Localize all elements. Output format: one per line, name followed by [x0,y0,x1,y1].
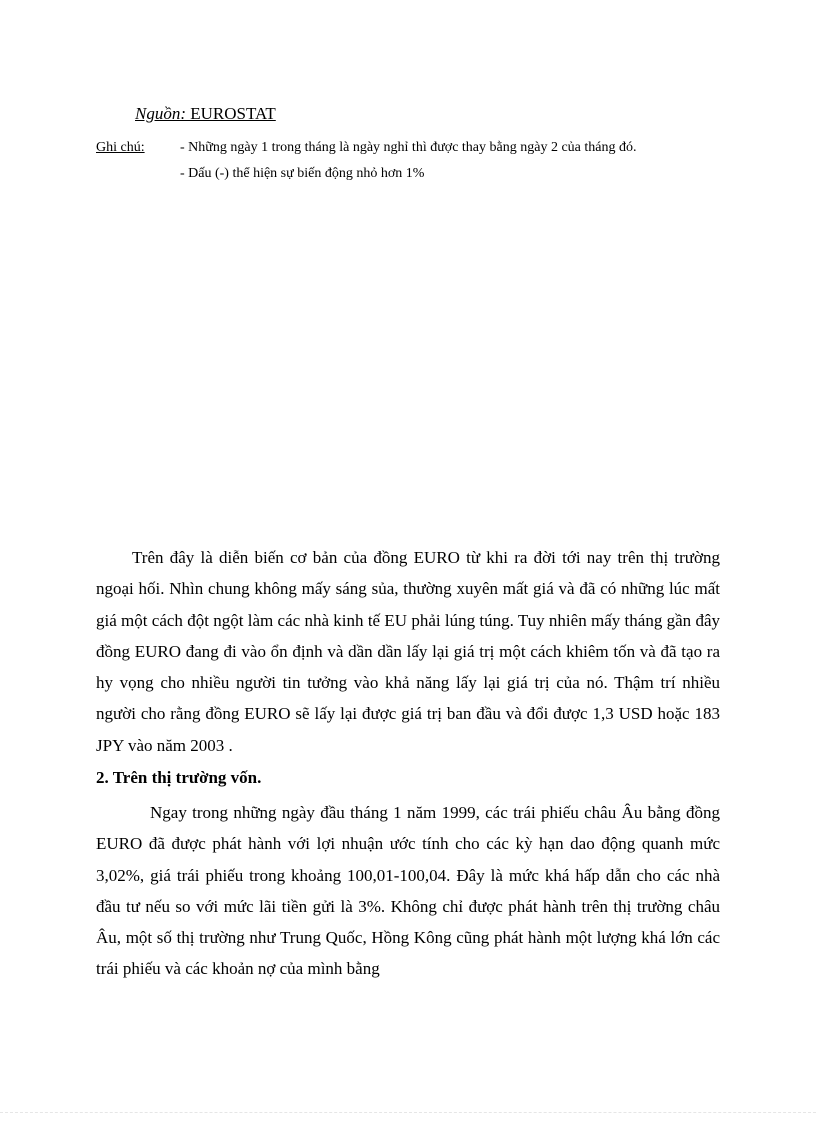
source-value: EUROSTAT [186,104,276,123]
note-item: - Dấu (-) thể hiện sự biến động nhỏ hơn 1% [180,166,425,181]
note-row [96,135,636,161]
paragraph-capital-market [96,797,720,985]
note-row [96,161,636,187]
notes-block [96,135,636,187]
source-label: Nguồn: [135,104,186,123]
note-item: - Những ngày 1 trong tháng là ngày nghỉ thì được thay bằng ngày 2 của tháng đó. [180,140,637,155]
paragraph-foreign-exchange [96,542,720,761]
paragraph-text: Trên đây là diễn biến cơ bản của đồng EURO từ khi ra đời tới nay trên thị trường ngoại hối. Nhìn chung không mấy sáng sủa, thường xuyên mất giá và đã có những lúc mất giá một cách đột ngột làm các nhà kinh tế EU phải lúng túng. Tuy nhiên mấy tháng gần đây đồng EURO đang đi vào ổn định và dần dần lấy lại giá trị một cách khiêm tốn và đã tạo ra hy vọng cho nhiều người tin tưởng vào khả năng lấy lại giá trị của nó. Thậm trí nhiều người cho rằng đồng EURO sẽ lấy lại được giá trị ban đầu và đổi được 1,3 USD hoặc 183 JPY vào năm 2003 . [96,548,720,755]
section-heading: 2. Trên thị trường vốn. [96,768,262,787]
page-bottom-divider [0,1112,816,1113]
notes-label: Ghi chú: [96,140,145,155]
source-line [135,104,276,124]
paragraph-text: Ngay trong những ngày đầu tháng 1 năm 1999, các trái phiếu châu Âu bằng đồng EURO đã được phát hành với lợi nhuận ước tính cho các kỳ hạn dao động quanh mức 3,02%, giá trái phiếu trong khoảng 100,01-100,04. Đây là mức khá hấp dẫn cho các nhà đầu tư nếu so với mức lãi tiền gửi là 3%. Không chỉ được phát hành trên thị trường châu Âu, một số thị trường như Trung Quốc, Hồng Kông cũng phát hành một lượng khá lớn các trái phiếu và các khoản nợ của mình bằng [96,803,720,979]
notes-label-spacer [96,161,180,187]
